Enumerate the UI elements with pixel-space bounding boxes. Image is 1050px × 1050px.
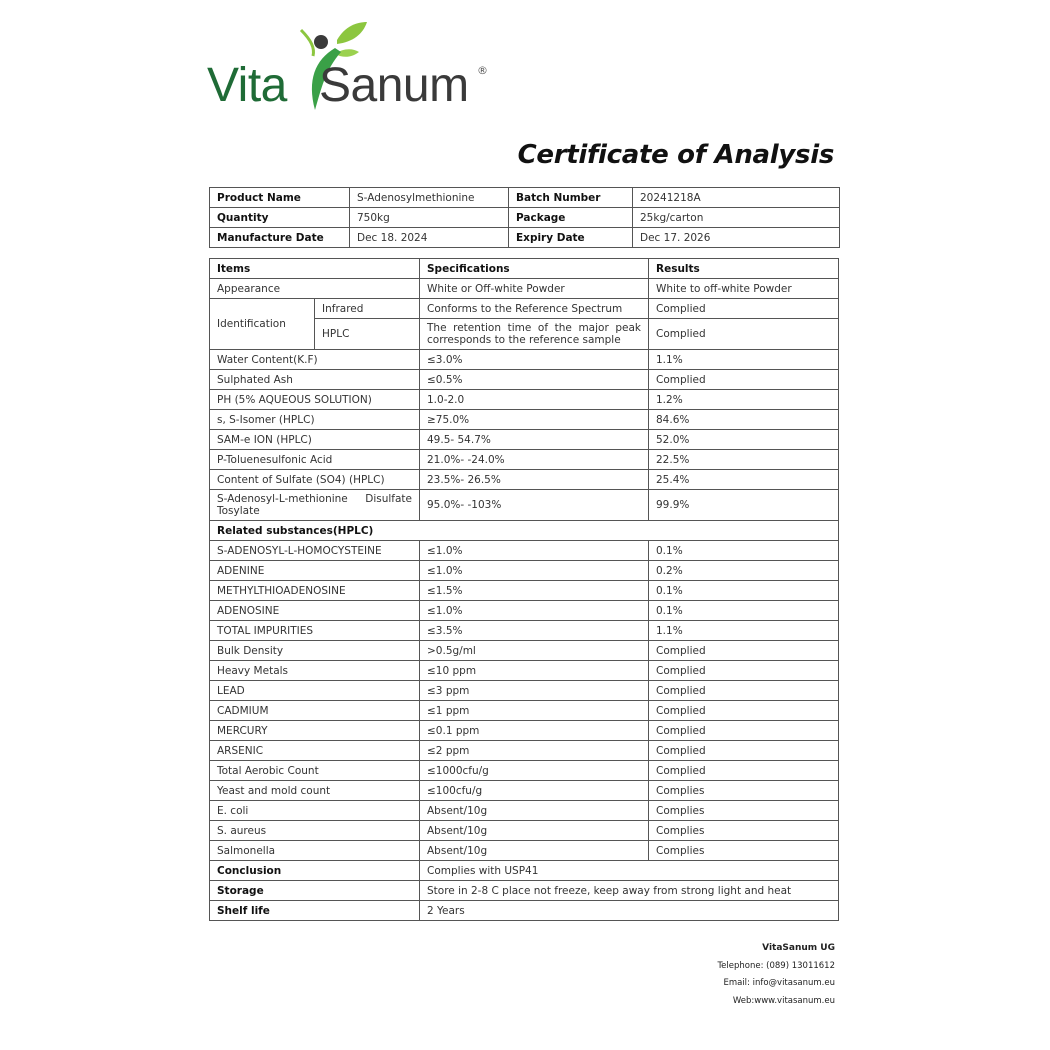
table-row — [210, 581, 839, 601]
header-items: Items — [210, 259, 420, 279]
spec-cell: ≤3.5% — [420, 621, 649, 641]
item-cell: TOTAL IMPURITIES — [210, 621, 420, 641]
header-specifications: Specifications — [420, 259, 649, 279]
header-results: Results — [649, 259, 839, 279]
summary-row — [210, 881, 839, 901]
spec-cell: ≤2 ppm — [420, 741, 649, 761]
value-package: 25kg/carton — [633, 208, 840, 228]
result-cell: 25.4% — [649, 470, 839, 490]
value-quantity: 750kg — [350, 208, 509, 228]
result-cell: 0.1% — [649, 601, 839, 621]
result-cell: Complied — [649, 299, 839, 319]
section-heading-row — [210, 521, 839, 541]
result-cell: 99.9% — [649, 490, 839, 521]
item-cell: ADENINE — [210, 561, 420, 581]
table-row — [210, 801, 839, 821]
table-row — [210, 490, 839, 521]
result-cell: 0.1% — [649, 581, 839, 601]
item-cell: P-Toluenesulfonic Acid — [210, 450, 420, 470]
item-cell: MERCURY — [210, 721, 420, 741]
company-name: VitaSanum UG — [762, 943, 835, 953]
spec-cell: ≤0.5% — [420, 370, 649, 390]
label-package: Package — [509, 208, 633, 228]
item-cell: Content of Sulfate (SO4) (HPLC) — [210, 470, 420, 490]
spec-cell: Absent/10g — [420, 801, 649, 821]
table-row — [210, 681, 839, 701]
summary-row — [210, 861, 839, 881]
conclusion-value: Complies with USP41 — [420, 861, 839, 881]
result-cell: 0.1% — [649, 541, 839, 561]
item-cell: Bulk Density — [210, 641, 420, 661]
label-product-name: Product Name — [210, 188, 350, 208]
table-row — [210, 701, 839, 721]
result-cell: 0.2% — [649, 561, 839, 581]
table-row — [210, 450, 839, 470]
spec-cell: Conforms to the Reference Spectrum — [420, 299, 649, 319]
table-row — [210, 370, 839, 390]
spec-cell: White or Off-white Powder — [420, 279, 649, 299]
table-row — [210, 279, 839, 299]
spec-cell: ≤1.0% — [420, 561, 649, 581]
spec-cell: 95.0%- -103% — [420, 490, 649, 521]
registered-mark: ® — [477, 64, 488, 77]
table-row — [210, 781, 839, 801]
label-batch-number: Batch Number — [509, 188, 633, 208]
result-cell: 52.0% — [649, 430, 839, 450]
spec-cell: ≤1000cfu/g — [420, 761, 649, 781]
table-row — [210, 541, 839, 561]
table-row — [210, 741, 839, 761]
table-row — [210, 761, 839, 781]
spec-cell: The retention time of the major peak corresponds to the reference sample — [420, 319, 649, 350]
analysis-table — [209, 258, 839, 921]
table-row — [210, 430, 839, 450]
item-cell: Yeast and mold count — [210, 781, 420, 801]
table-row — [210, 601, 839, 621]
spec-cell: 23.5%- 26.5% — [420, 470, 649, 490]
item-cell: E. coli — [210, 801, 420, 821]
item-cell: Sulphated Ash — [210, 370, 420, 390]
spec-cell: ≤100cfu/g — [420, 781, 649, 801]
value-manufacture-date: Dec 18. 2024 — [350, 228, 509, 248]
table-row — [210, 641, 839, 661]
table-row — [210, 721, 839, 741]
item-cell: S-ADENOSYL-L-HOMOCYSTEINE — [210, 541, 420, 561]
result-cell: Complied — [649, 641, 839, 661]
email: Email: info@vitasanum.eu — [723, 978, 835, 988]
table-header-row — [210, 259, 839, 279]
spec-cell: 49.5- 54.7% — [420, 430, 649, 450]
document-title: Certificate of Analysis — [517, 140, 834, 170]
table-row — [210, 299, 839, 319]
summary-row — [210, 901, 839, 921]
spec-cell: ≤10 ppm — [420, 661, 649, 681]
item-cell: S. aureus — [210, 821, 420, 841]
spec-cell: ≤0.1 ppm — [420, 721, 649, 741]
spec-cell: ≤1 ppm — [420, 701, 649, 721]
result-cell: Complies — [649, 841, 839, 861]
result-cell: 1.2% — [649, 390, 839, 410]
result-cell: White to off-white Powder — [649, 279, 839, 299]
spec-cell: ≤1.0% — [420, 601, 649, 621]
conclusion-label: Conclusion — [210, 861, 420, 881]
shelf-life-label: Shelf life — [210, 901, 420, 921]
result-cell: Complied — [649, 661, 839, 681]
result-cell: Complied — [649, 721, 839, 741]
storage-value: Store in 2-8 C place not freeze, keep away from strong light and heat — [420, 881, 839, 901]
value-expiry-date: Dec 17. 2026 — [633, 228, 840, 248]
item-cell: LEAD — [210, 681, 420, 701]
telephone: Telephone: (089) 13011612 — [717, 960, 835, 971]
item-cell: S-Adenosyl-L-methionine Disulfate Tosylate — [210, 490, 420, 521]
spec-cell: 1.0-2.0 — [420, 390, 649, 410]
item-cell: Appearance — [210, 279, 420, 299]
website: Web:www.vitasanum.eu — [732, 995, 835, 1006]
item-cell: Identification — [210, 299, 315, 350]
spec-cell: Absent/10g — [420, 821, 649, 841]
table-row — [210, 561, 839, 581]
item-cell: Total Aerobic Count — [210, 761, 420, 781]
company-footer — [717, 940, 835, 1010]
table-row — [210, 410, 839, 430]
spec-cell: ≤1.0% — [420, 541, 649, 561]
item-cell: Water Content(K.F) — [210, 350, 420, 370]
item-cell: PH (5% AQUEOUS SOLUTION) — [210, 390, 420, 410]
result-cell: Complied — [649, 761, 839, 781]
spec-cell: Absent/10g — [420, 841, 649, 861]
table-row — [210, 661, 839, 681]
item-cell: METHYLTHIOADENOSINE — [210, 581, 420, 601]
result-cell: Complies — [649, 781, 839, 801]
item-cell: SAM-e ION (HPLC) — [210, 430, 420, 450]
spec-cell: ≤1.5% — [420, 581, 649, 601]
value-product-name: S-Adenosylmethionine — [350, 188, 509, 208]
spec-cell: >0.5g/ml — [420, 641, 649, 661]
result-cell: 1.1% — [649, 350, 839, 370]
result-cell: Complied — [649, 701, 839, 721]
item-cell: s, S-Isomer (HPLC) — [210, 410, 420, 430]
item-cell: ADENOSINE — [210, 601, 420, 621]
spec-cell: ≥75.0% — [420, 410, 649, 430]
product-info-row — [210, 188, 840, 208]
product-info-row — [210, 228, 840, 248]
result-cell: 84.6% — [649, 410, 839, 430]
label-quantity: Quantity — [210, 208, 350, 228]
logo-text-sanum: Sanum — [319, 59, 469, 112]
result-cell: 1.1% — [649, 621, 839, 641]
item-cell: Heavy Metals — [210, 661, 420, 681]
result-cell: Complies — [649, 801, 839, 821]
logo-text-vita: Vita — [207, 59, 287, 112]
table-row — [210, 470, 839, 490]
table-row — [210, 390, 839, 410]
table-row — [210, 821, 839, 841]
product-info-row — [210, 208, 840, 228]
product-info-table — [209, 187, 840, 248]
result-cell: 22.5% — [649, 450, 839, 470]
table-row — [210, 621, 839, 641]
spec-cell: ≤3.0% — [420, 350, 649, 370]
table-row — [210, 350, 839, 370]
result-cell: Complied — [649, 319, 839, 350]
item-cell: CADMIUM — [210, 701, 420, 721]
spec-cell: 21.0%- -24.0% — [420, 450, 649, 470]
spec-cell: ≤3 ppm — [420, 681, 649, 701]
result-cell: Complied — [649, 741, 839, 761]
label-expiry-date: Expiry Date — [509, 228, 633, 248]
method-cell: HPLC — [315, 319, 420, 350]
item-cell: ARSENIC — [210, 741, 420, 761]
table-row — [210, 841, 839, 861]
result-cell: Complied — [649, 370, 839, 390]
item-cell: Salmonella — [210, 841, 420, 861]
company-logo — [207, 20, 497, 112]
result-cell: Complied — [649, 681, 839, 701]
related-substances-heading: Related substances(HPLC) — [210, 521, 839, 541]
method-cell: Infrared — [315, 299, 420, 319]
label-manufacture-date: Manufacture Date — [210, 228, 350, 248]
result-cell: Complies — [649, 821, 839, 841]
storage-label: Storage — [210, 881, 420, 901]
value-batch-number: 20241218A — [633, 188, 840, 208]
shelf-life-value: 2 Years — [420, 901, 839, 921]
